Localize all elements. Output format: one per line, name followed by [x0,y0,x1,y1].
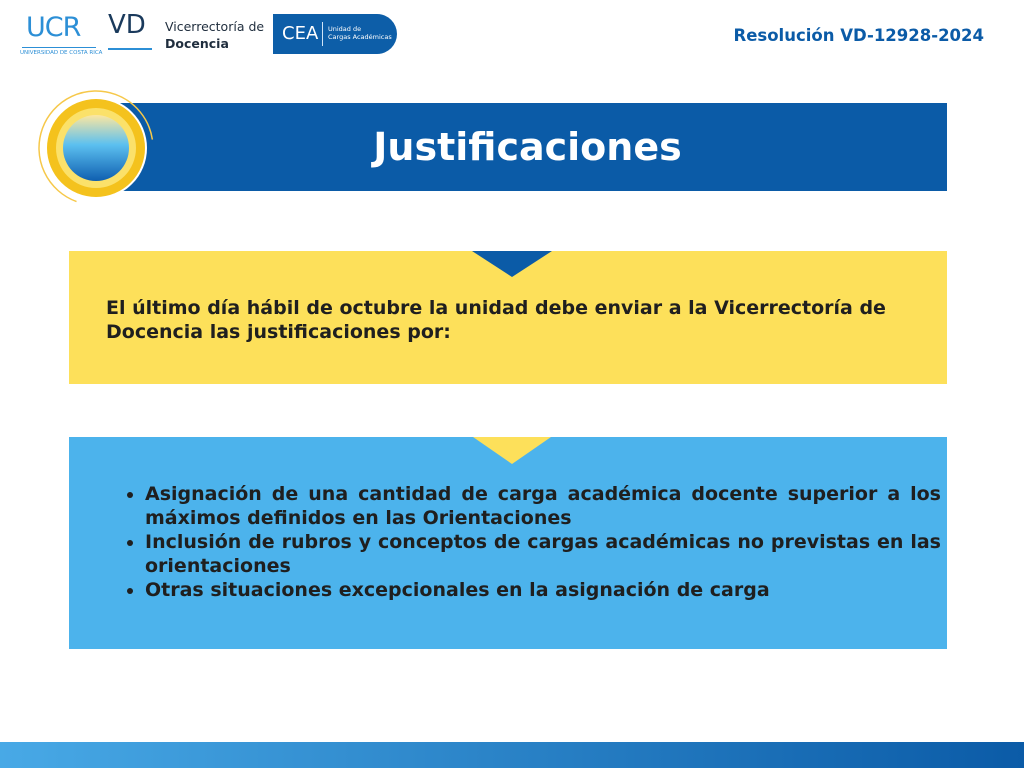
cea-logo-subtitle [328,25,392,41]
cea-subtitle-line2: Cargas Académicas [328,33,392,41]
justifications-list [121,482,941,602]
blue-notch-decoration [472,251,552,277]
justifications-box [69,437,947,649]
list-item: • Inclusión de rubros y conceptos de cargas académicas no previstas en las orientaciones [145,530,941,578]
ucr-logo [20,12,103,56]
vd-logo-text: VD [108,10,146,40]
ucr-logo-rule [22,47,96,48]
list-item: • Asignación de una cantidad de carga académica docente superior a los máximos definidos en las Orientaciones [145,482,941,530]
cea-subtitle-line1: Unidad de [328,25,362,33]
title-banner [108,103,947,191]
intro-text: El último día hábil de octubre la unidad debe enviar a la Vicerrectoría de Docencia las justificaciones por: [106,297,886,343]
sun-circle-icon [36,88,156,208]
footer-gradient-bar [0,742,1024,768]
vicerrectoria-label [165,18,264,52]
yellow-notch-decoration [473,437,551,464]
page-title: Justificaciones [373,125,682,169]
list-item: • Otras situaciones excepcionales en la asignación de carga [145,578,941,602]
vd-logo-rule [108,48,152,50]
ucr-logo-subtitle: UNIVERSIDAD DE COSTA RICA [20,50,103,56]
cea-logo-separator [322,22,323,46]
cea-logo [273,14,397,54]
resolution-number: Resolución VD-12928-2024 [733,26,984,45]
cea-logo-text: CEA [282,23,319,44]
ucr-logo-text: UCR [26,12,81,43]
vd-logo [108,10,158,54]
vicerrectoria-line2: Docencia [165,36,229,51]
vicerrectoria-line1: Vicerrectoría de [165,19,265,34]
